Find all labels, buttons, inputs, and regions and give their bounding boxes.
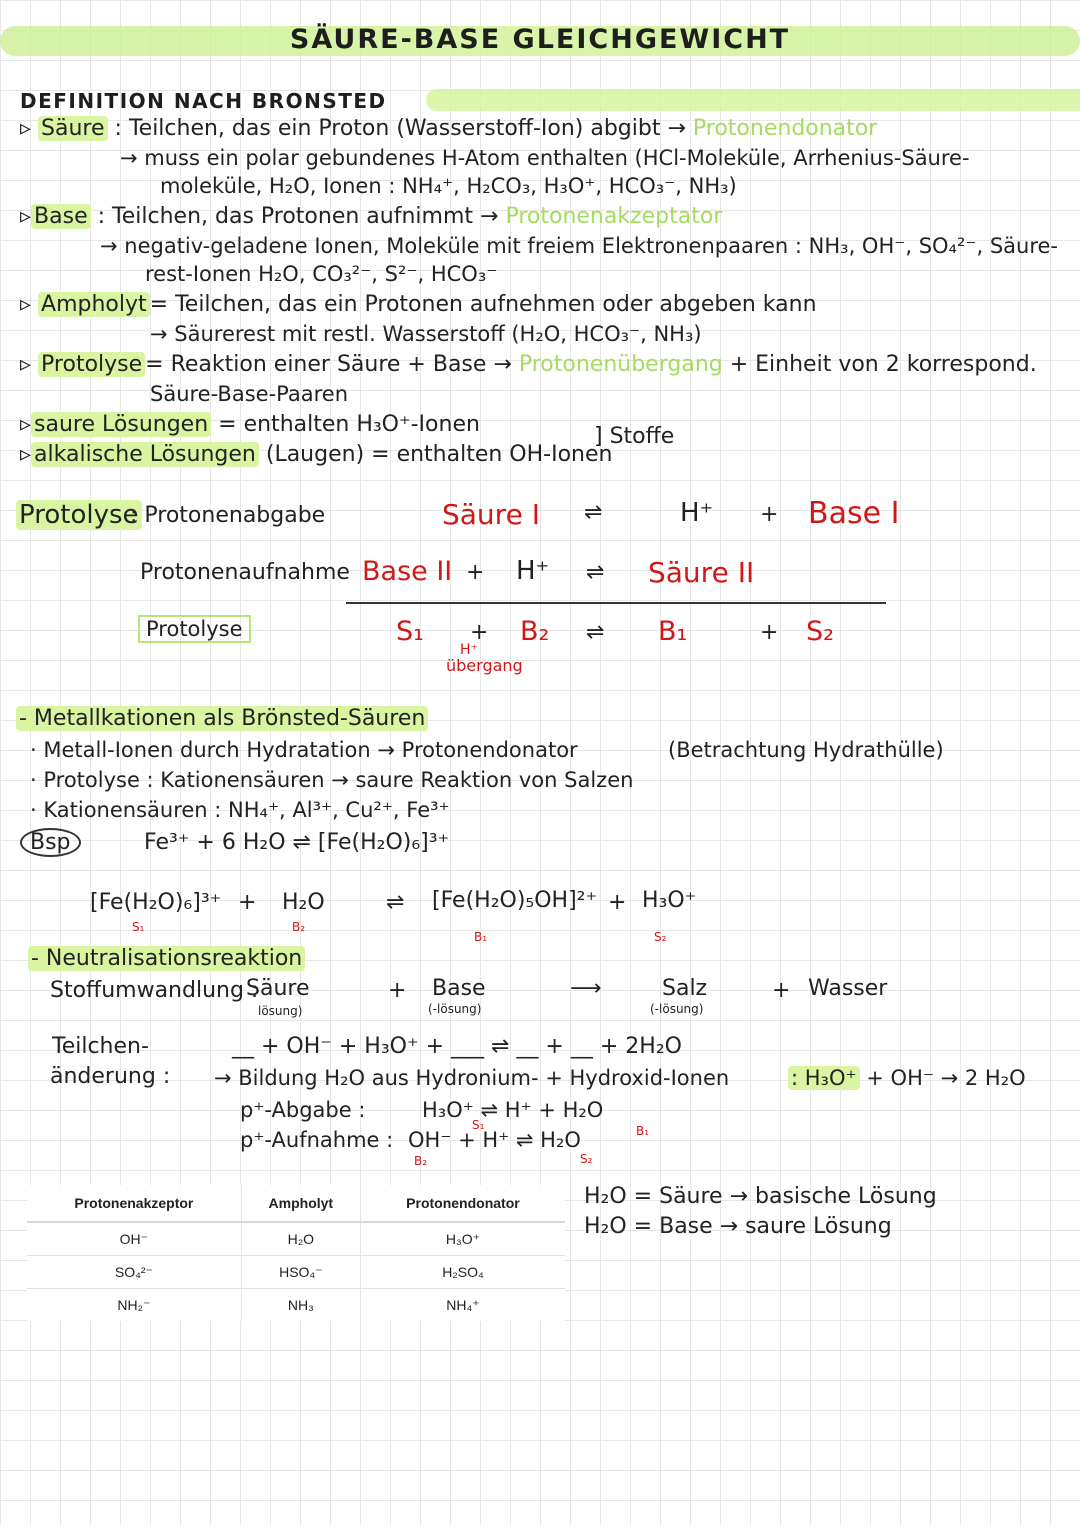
saeure-note-2: moleküle, H₂O, Ionen : NH₄⁺, H₂CO₃, H₃O⁺, HCO₃⁻, NH₃) [160,174,737,198]
row3-label [138,617,251,641]
page-title: SÄURE-BASE GLEICHGEWICHT [289,24,791,55]
abgabe-label: p⁺-Abgabe : [240,1098,366,1122]
stoff-salz-sub: (-lösung) [650,1002,704,1016]
row3-arrow: ⇌ [586,620,605,645]
row3-plus-2: + [760,620,779,645]
stoffe-bracket: ] Stoffe [594,424,675,449]
aufnahme-equation: OH⁻ + H⁺ ⇌ H₂O [408,1128,581,1152]
result-protonenakzeptator: Protonenakzeptator [505,204,723,229]
row2-plus: + [466,560,485,585]
abgabe-equation: H₃O⁺ ⇌ H⁺ + H₂O [422,1098,604,1122]
aufnahme-label-s2: S₂ [580,1152,593,1166]
ampholyt-note: → Säurerest mit restl. Wasserstoff (H₂O, HCO₃⁻, NH₃) [150,322,702,346]
row3-s2: S₂ [806,616,834,647]
stoff-base: Base [432,976,486,1001]
table-cell: H₃O⁺ [360,1222,565,1256]
table-row [27,1256,565,1289]
stoff-plus-2: + [772,978,791,1003]
abgabe-label-s1: S₁ [472,1118,485,1132]
eq2-plus: + [238,890,257,915]
row1-acid: Säure I [442,498,540,531]
table-cell: NH₂⁻ [27,1289,241,1322]
table-cell: NH₄⁺ [360,1289,565,1322]
bsp-circle: Bsp [20,828,81,857]
row1-plus: + [760,502,779,527]
metallkationen-heading [16,706,428,731]
uebergang-label: übergang [446,656,523,675]
eq2-label-b1: B₁ [474,930,488,944]
eq2-label-s1: S₁ [132,920,145,934]
stoffumwandlung-label: Stoffumwandlung : [50,978,259,1003]
neutralisation-heading [28,946,305,971]
uebergang-h: H⁺ [460,642,478,658]
result-protonendonator: Protonendonator [692,116,878,141]
row2-base: Base II [362,556,453,587]
eq2-arrow: ⇌ [386,890,405,915]
term-saeure: Säure [38,116,108,141]
base-note-2: rest-Ionen H₂O, CO₃²⁻, S²⁻, HCO₃⁻ [145,262,498,286]
eq2-label-b2: B₂ [292,920,306,934]
row3-s1: S₁ [396,616,424,647]
water-note-2: H₂O = Base → saure Lösung [584,1214,892,1239]
row3-b2: B₂ [520,616,550,647]
scheme-sum-line [346,602,886,604]
metallkationen-line-1: · Metall-Ionen durch Hydratation → Protonendonator [30,738,578,762]
table-cell: H₂SO₄ [360,1256,565,1289]
eq2-product: [Fe(H₂O)₅OH]²⁺ [432,888,598,913]
definition-protolyse: ▹ Protolyse = Reaktion einer Säure + Base → Protonenübergang + Einheit von 2 korrespond. [20,352,1037,377]
protolyse-table [27,1185,565,1321]
table-cell: SO₄²⁻ [27,1256,241,1289]
row1-label: : Protonenabgabe [130,503,326,528]
table-row [27,1289,565,1322]
eq2-water: H₂O [282,890,325,915]
definition-alkalisch-text: (Laugen) = enthalten OH-Ionen [265,442,613,467]
stoff-salz: Salz [662,976,708,1001]
term-base: Base [31,204,91,229]
metall-equation-1: Fe³⁺ + 6 H₂O ⇌ [Fe(H₂O)₆]³⁺ [144,830,450,855]
result-protonenuebergang: Protonenübergang [518,352,723,377]
metallkationen-line-2: · Protolyse : Kationensäuren → saure Reaktion von Salzen [30,768,634,792]
row2-acid: Säure II [648,556,755,589]
abgabe-label-b1: B₁ [636,1124,650,1138]
stoff-base-sub: (-lösung) [428,1002,482,1016]
saeure-note-1: → muss ein polar gebundenes H-Atom enthalten (HCl-Moleküle, Arrhenius-Säure- [120,146,970,170]
row2-label: Protonenaufnahme [140,560,350,585]
stoff-plus-1: + [388,978,407,1003]
protolyse-scheme-label [16,500,142,530]
table-cell: HSO₄⁻ [241,1256,360,1289]
row3-plus: + [470,620,489,645]
table-cell: NH₃ [241,1289,360,1322]
metallkationen-line-1-note: (Betrachtung Hydrathülle) [668,738,944,762]
row1-base: Base I [808,496,900,531]
aufnahme-label: p⁺-Aufnahme : [240,1128,394,1152]
aufnahme-label-b2: B₂ [414,1154,428,1168]
bsp-label [20,830,81,855]
row2-h: H⁺ [516,556,550,586]
row3-label-box: Protolyse [138,615,251,643]
definition-saeure: ▹ Säure : Teilchen, das ein Proton (Wasserstoff-Ion) abgibt → Protonendonator [20,116,878,141]
eq2-label-s2: S₂ [654,930,667,944]
protolyse-scheme-term: Protolyse [16,500,142,530]
aenderung-label: änderung : [50,1064,171,1089]
term-alkalische-loesungen: alkalische Lösungen [31,442,259,467]
term-protolyse: Protolyse [38,352,145,377]
definition-base: ▹ Base : Teilchen, das Protonen aufnimmt → Protonenakzeptator [20,204,723,229]
definition-ampholyt: ▹ Ampholyt = Teilchen, das ein Protonen aufnehmen oder abgeben kann [20,292,817,317]
section-subtitle: DEFINITION NACH BRONSTED [20,89,387,113]
teilchen-equation: __ + OH⁻ + H₃O⁺ + ___ ⇌ __ + __ + 2H₂O [232,1034,682,1059]
table-cell: OH⁻ [27,1222,241,1256]
definition-base-text: Teilchen, das Protonen aufnimmt → [112,204,499,229]
metallkationen-heading-text: - Metallkationen als Brönsted-Säuren [16,706,428,731]
bildung-equation-b: + OH⁻ → 2 H₂O [866,1066,1026,1090]
eq2-plus-2: + [608,890,627,915]
bildung-equation [788,1066,1026,1090]
row3-b1: B₁ [658,616,688,647]
definition-ampholyt-text: = Teilchen, das ein Protonen aufnehmen oder abgeben kann [149,292,817,317]
definition-protolyse-text-2: + Einheit von 2 korrespond. [729,352,1037,377]
term-ampholyt: Ampholyt [38,292,150,317]
stoff-saeure-sub: lösung) [258,1004,303,1018]
definition-saure-loesungen: ▹ saure Lösungen = enthalten H₃O⁺-Ionen [20,412,480,437]
stoff-saeure: Säure [246,976,310,1001]
definition-alkalische-loesungen: ▹ alkalische Lösungen (Laugen) = enthalten OH-Ionen [20,442,613,467]
table-header: Ampholyt [241,1185,360,1222]
table-header: Protonendonator [360,1185,565,1222]
eq2-reactant: [Fe(H₂O)₆]³⁺ [90,890,222,915]
stoff-arrow: ⟶ [570,976,602,1001]
definition-saeure-text: Teilchen, das ein Proton (Wasserstoff-Ion) abgibt → [128,116,686,141]
neutralisation-heading-text: - Neutralisationsreaktion [28,946,305,971]
table-header: Protonenakzeptor [27,1185,241,1222]
term-saure-loesungen: saure Lösungen [31,412,211,437]
water-note-1: H₂O = Säure → basische Lösung [584,1184,937,1209]
table-row [27,1222,565,1256]
row2-arrow: ⇌ [586,560,605,585]
definition-saure-text: = enthalten H₃O⁺-Ionen [218,412,480,437]
definition-protolyse-text: = Reaktion einer Säure + Base → [145,352,512,377]
eq2-h3o: H₃O⁺ [642,888,697,913]
table-cell: H₂O [241,1222,360,1256]
stoff-wasser: Wasser [808,976,888,1001]
subtitle-highlight [426,89,1080,111]
row1-arrow: ⇌ [584,500,603,525]
metallkationen-line-3: · Kationensäuren : NH₄⁺, Al³⁺, Cu²⁺, Fe³⁺ [30,798,450,822]
bildung-equation-a: : H₃O⁺ [788,1066,860,1090]
base-note-1: → negativ-geladene Ionen, Moleküle mit freiem Elektronenpaaren : NH₃, OH⁻, SO₄²⁻, Säure- [100,234,1059,258]
row1-h: H⁺ [680,498,714,528]
teilchen-label: Teilchen- [52,1034,149,1059]
protolyse-note: Säure-Base-Paaren [150,382,349,406]
bildung-text: → Bildung H₂O aus Hydronium- + Hydroxid-Ionen [214,1066,730,1090]
